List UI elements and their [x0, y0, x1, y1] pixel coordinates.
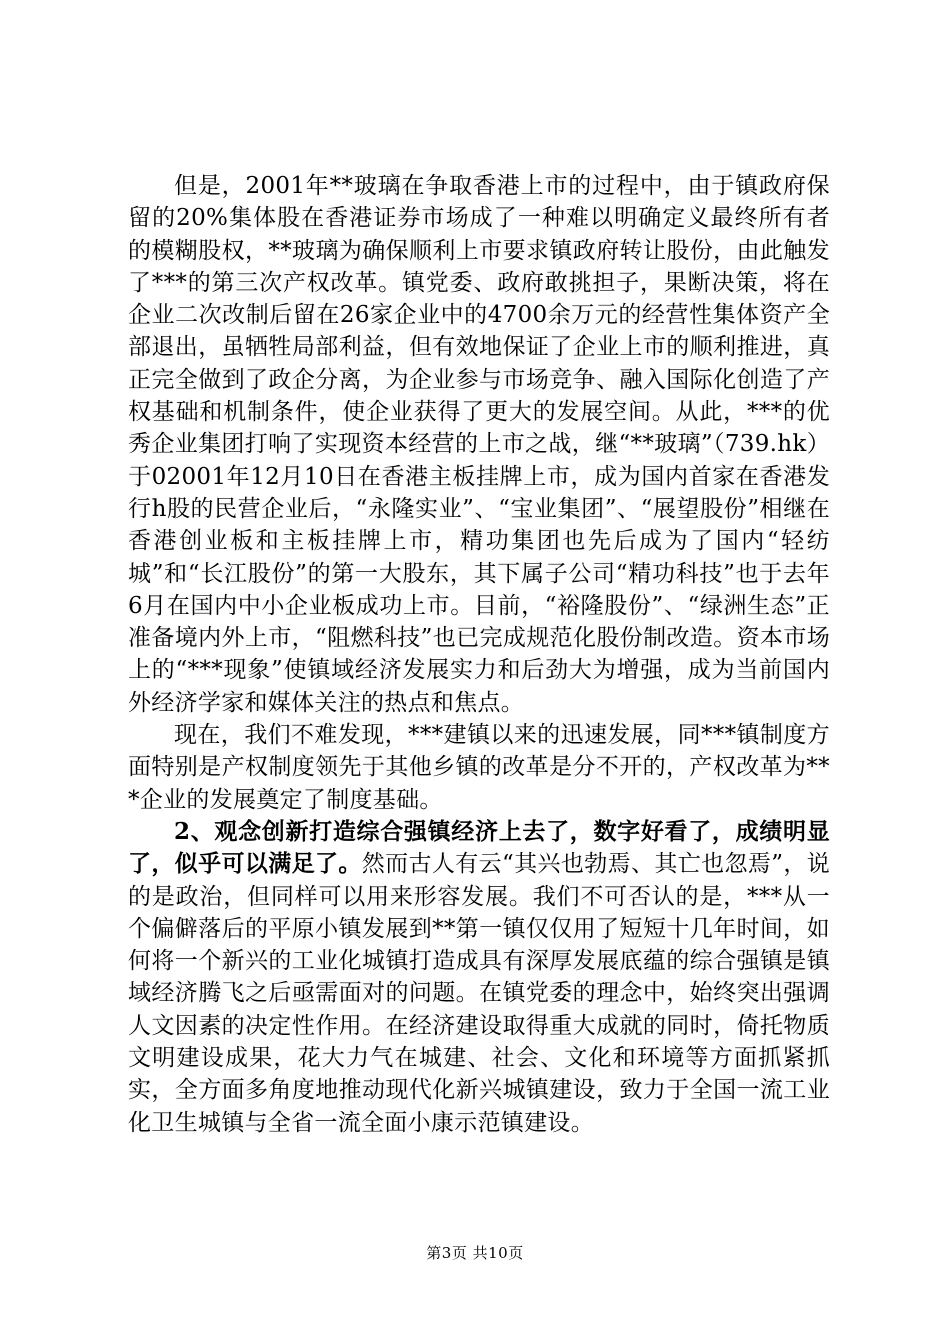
- section-body: 然而古人有云“其兴也勃焉、其亡也忽焉”，说的是政治，但同样可以用来形容发展。我们不可否认的是，***从一个偏僻落后的平原小镇发展到**第一镇仅仅用了短短十几年时间，如何将一个新兴的工业化城镇打造成具有深厚发展底蕴的综合强镇是镇域经济腾飞之后亟需面对的问题。在镇党委的理念中，始终突出强调人文因素的决定性作用。在经济建设取得重大成就的同时，倚托物质文明建设成果，花大力气在城建、社会、文化和环境等方面抓紧抓实，全方面多角度地推动现代化新兴城镇建设，致力于全国一流工业化卫生城镇与全省一流全面小康示范镇建设。: [128, 851, 830, 1136]
- paragraph-property-reform: 但是，2001年**玻璃在争取香港上市的过程中，由于镇政府保留的20%集体股在香港证券市场成了一种难以明确定义最终所有者的模糊股权，**玻璃为确保顺利上市要求镇政府转让股份，由此触发了***的第三次产权改革。镇党委、政府敢挑担子，果断决策，将在企业二次改制后留在26家企业中的4700余万元的经营性集体资产全部退出，虽牺牲局部利益，但有效地保证了企业上市的顺利推进，真正完全做到了政企分离，为企业参与市场竞争、融入国际化创造了产权基础和机制条件，使企业获得了更大的发展空间。从此，***的优秀企业集团打响了实现资本经营的上市之战，继“**玻璃”（739.hk）于02001年12月10日在香港主板挂牌上市，成为国内首家在香港发行h股的民营企业后，“永隆实业”、“宝业集团”、“展望股份”相继在香港创业板和主板挂牌上市，精功集团也先后成为了国内“轻纺城”和“长江股份”的第一大股东，其下属子公司“精功科技”也于去年6月在国内中小企业板成功上市。目前，“裕隆股份”、“绿洲生态”正准备境内外上市，“阻燃科技”也已完成规范化股份制改造。资本市场上的“***现象”使镇域经济发展实力和后劲大为增强，成为当前国内外经济学家和媒体关注的热点和焦点。: [128, 173, 830, 716]
- page-footer: 第3页 共10页: [426, 1244, 524, 1262]
- paragraph-summary: 现在，我们不难发现，***建镇以来的迅速发展，同***镇制度方面特别是产权制度领先于其他乡镇的改革是分不开的，产权改革为***企业的发展奠定了制度基础。: [128, 722, 830, 813]
- document-body: [128, 170, 830, 1139]
- section-heading: 2、观念创新打造综合强镇经济上去了，数字好看了，成绩明显了，似乎可以满足了。: [128, 817, 830, 878]
- paragraph-concept-innovation: [128, 816, 830, 1139]
